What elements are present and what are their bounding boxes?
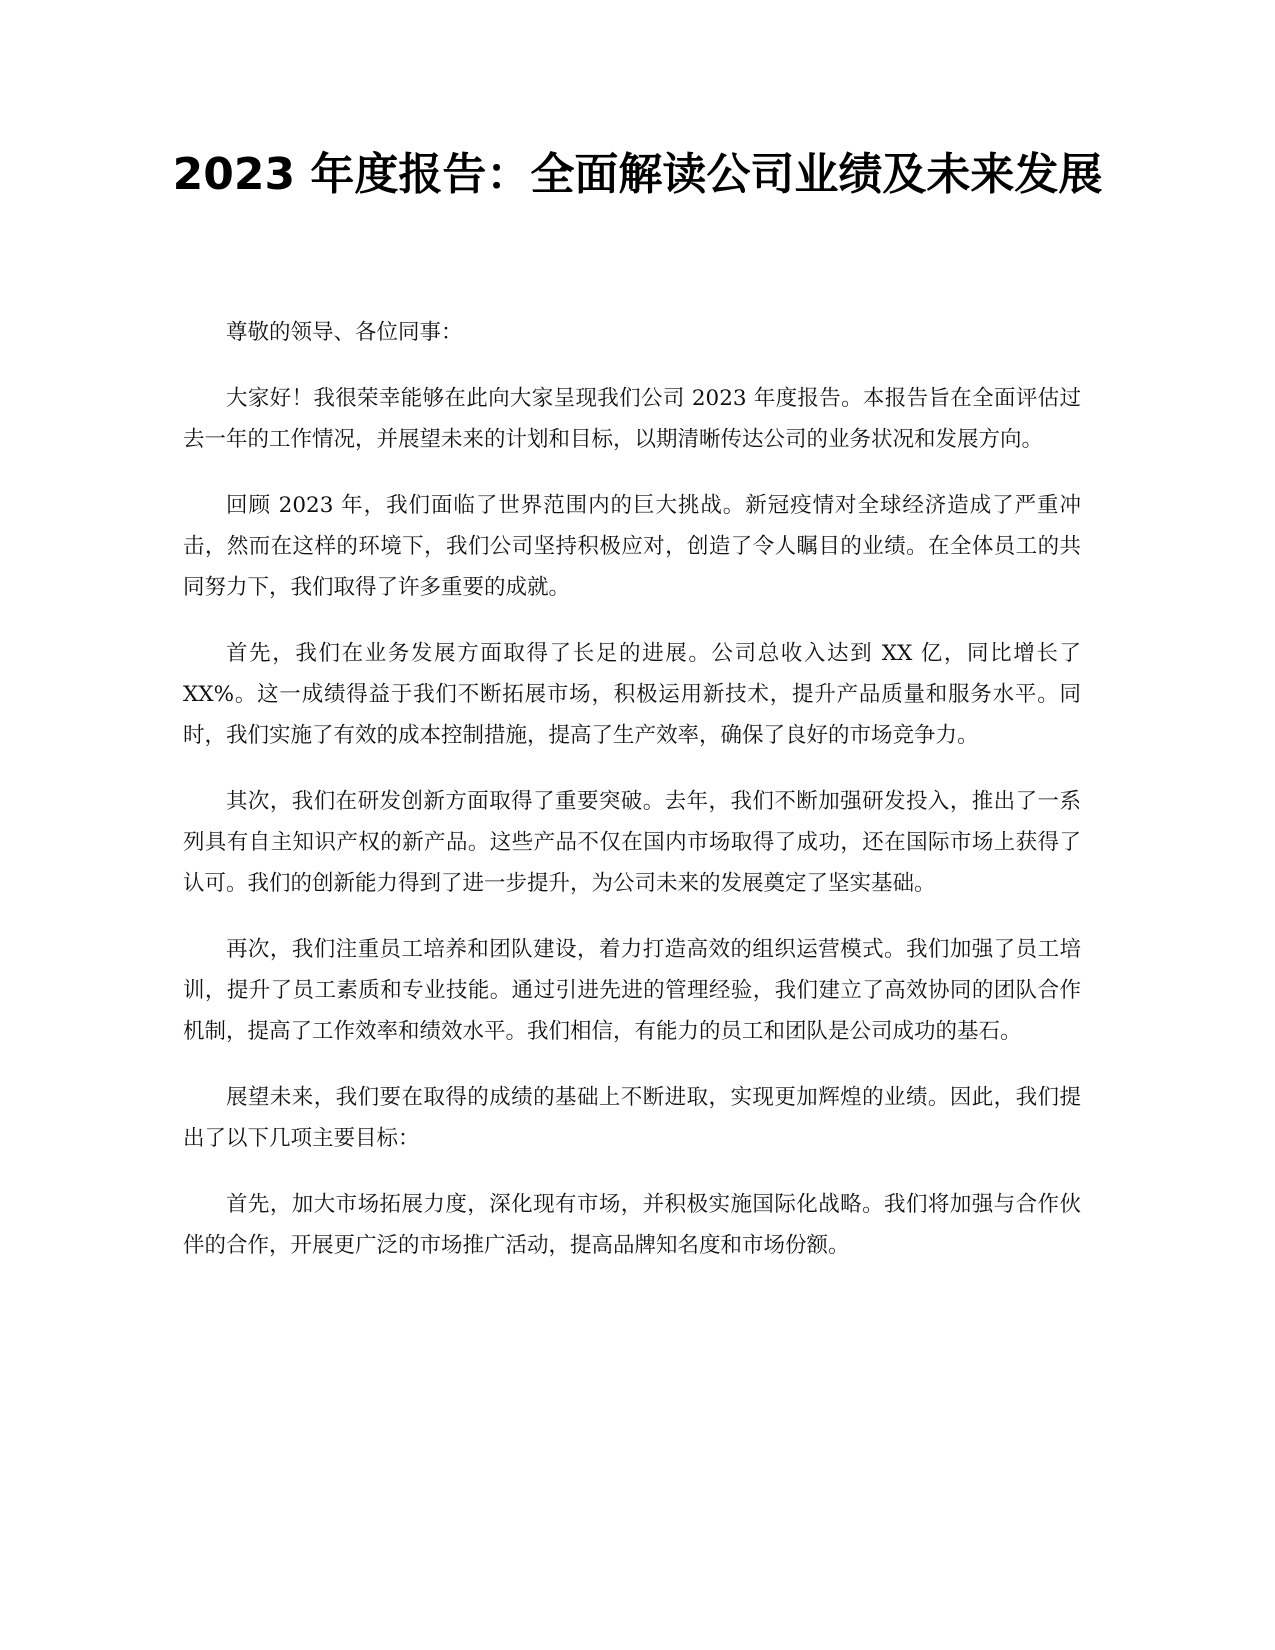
body-paragraph: 其次，我们在研发创新方面取得了重要突破。去年，我们不断加强研发投入，推出了一系列具有自主知识产权的新产品。这些产品不仅在国内市场取得了成功，还在国际市场上获得了认可。我们的创新能力得到了进一步提升，为公司未来的发展奠定了坚实基础。	[183, 789, 1081, 896]
body-paragraph: 回顾 2023 年，我们面临了世界范围内的巨大挑战。新冠疫情对全球经济造成了严重冲击，然而在这样的环境下，我们公司坚持积极应对，创造了令人瞩目的业绩。在全体员工的共同努力下，我们取得了许多重要的成就。	[183, 493, 1081, 600]
body-paragraph: 首先，我们在业务发展方面取得了长足的进展。公司总收入达到 XX 亿，同比增长了 XX%。这一成绩得益于我们不断拓展市场，积极运用新技术，提升产品质量和服务水平。同时，我们实施了有效的成本控制措施，提高了生产效率，确保了良好的市场竞争力。	[183, 641, 1081, 748]
body-paragraph: 大家好！我很荣幸能够在此向大家呈现我们公司 2023 年度报告。本报告旨在全面评估过去一年的工作情况，并展望未来的计划和目标，以期清晰传达公司的业务状况和发展方向。	[183, 386, 1081, 452]
body-paragraph: 再次，我们注重员工培养和团队建设，着力打造高效的组织运营模式。我们加强了员工培训，提升了员工素质和专业技能。通过引进先进的管理经验，我们建立了高效协同的团队合作机制，提高了工作效率和绩效水平。我们相信，有能力的员工和团队是公司成功的基石。	[183, 937, 1081, 1044]
document-title: 2023 年度报告：全面解读公司业绩及未来发展	[172, 149, 1103, 200]
document-body	[183, 312, 1081, 1291]
body-paragraph: 展望未来，我们要在取得的成绩的基础上不断进取，实现更加辉煌的业绩。因此，我们提出了以下几项主要目标：	[183, 1085, 1081, 1151]
salutation-paragraph: 尊敬的领导、各位同事：	[226, 320, 463, 345]
body-paragraph: 首先，加大市场拓展力度，深化现有市场，并积极实施国际化战略。我们将加强与合作伙伴的合作，开展更广泛的市场推广活动，提高品牌知名度和市场份额。	[183, 1192, 1081, 1258]
